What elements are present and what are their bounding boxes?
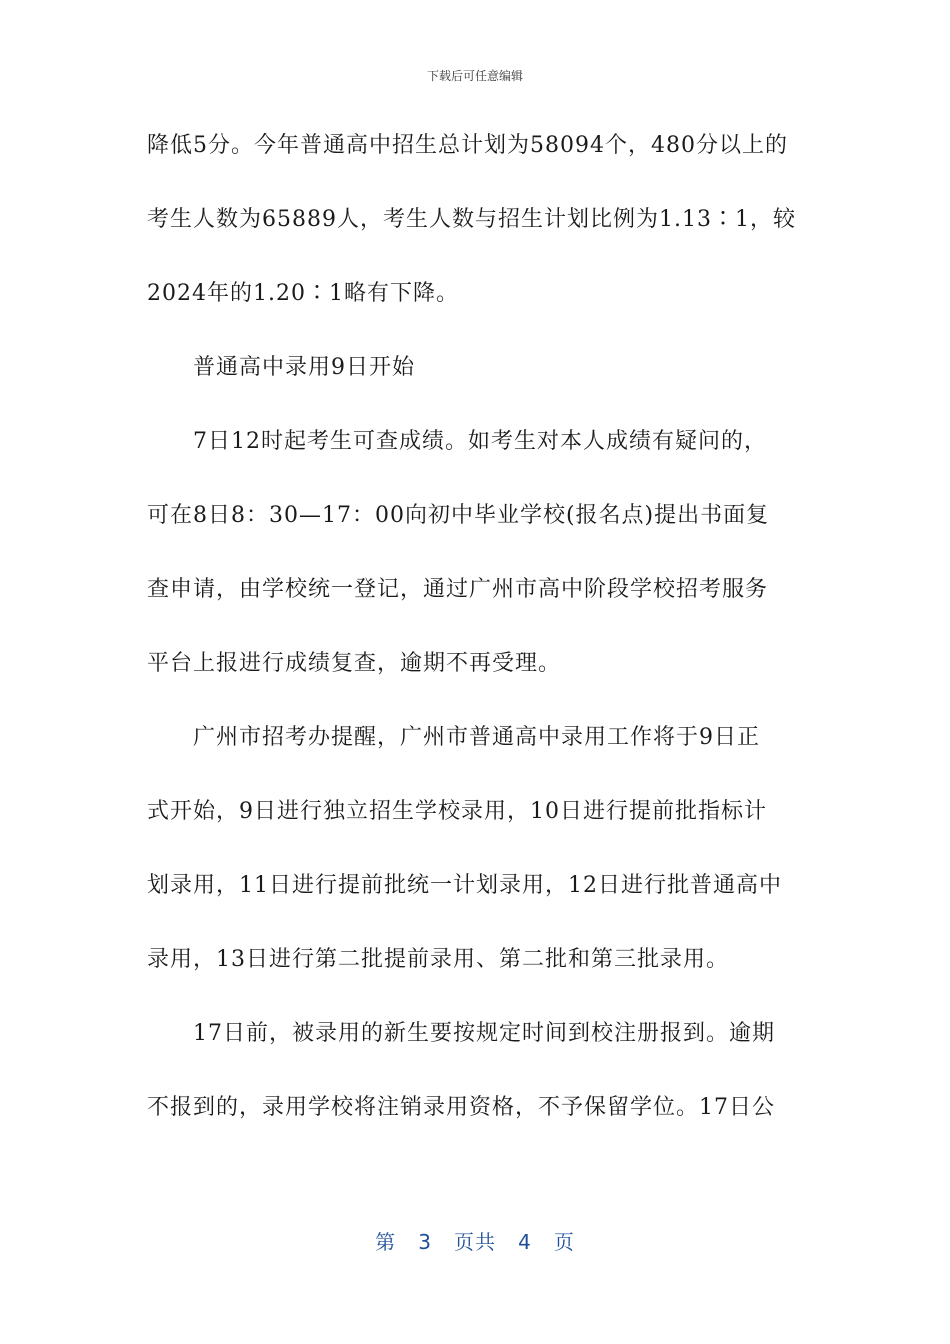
page-label-mid: 页共: [454, 1230, 496, 1254]
text-line: 平台上报进行成绩复查，逾期不再受理。: [147, 651, 562, 676]
current-page-number: 3: [418, 1230, 432, 1254]
page-label-prefix: 第: [375, 1230, 397, 1254]
text-line: 广州市招考办提醒，广州市普通高中录用工作将于9日正: [193, 725, 760, 750]
document-body: [147, 127, 807, 1126]
text-line: 可在8日8：30—17：00向初中毕业学校(报名点)提出书面复: [147, 503, 770, 528]
text-line: 2024年的1.20∶1略有下降。: [147, 281, 459, 306]
page-footer: [0, 1226, 950, 1255]
text-line: 不报到的，录用学校将注销录用资格，不予保留学位。17日公: [147, 1095, 775, 1120]
page-header: 下载后可任意编辑: [426, 69, 523, 83]
text-line: 7日12时起考生可查成绩。如考生对本人成绩有疑问的，: [193, 429, 767, 454]
section-heading: 普通高中录用9日开始: [193, 355, 415, 380]
text-line: 录用，13日进行第二批提前录用、第二批和第三批录用。: [147, 947, 729, 972]
page-label-suffix: 页: [553, 1230, 575, 1254]
text-line: 划录用，11日进行提前批统一计划录用，12日进行批普通高中: [147, 873, 782, 898]
text-line: 降低5分。今年普通高中招生总计划为58094个，480分以上的: [147, 133, 788, 158]
text-line: 考生人数为65889人，考生人数与招生计划比例为1.13∶1，较: [147, 207, 796, 232]
text-line: 式开始，9日进行独立招生学校录用，10日进行提前批指标计: [147, 799, 767, 824]
text-line: 查申请，由学校统一登记，通过广州市高中阶段学校招考服务: [147, 577, 769, 602]
text-line: 17日前，被录用的新生要按规定时间到校注册报到。逾期: [193, 1021, 775, 1046]
total-pages-number: 4: [518, 1230, 532, 1254]
